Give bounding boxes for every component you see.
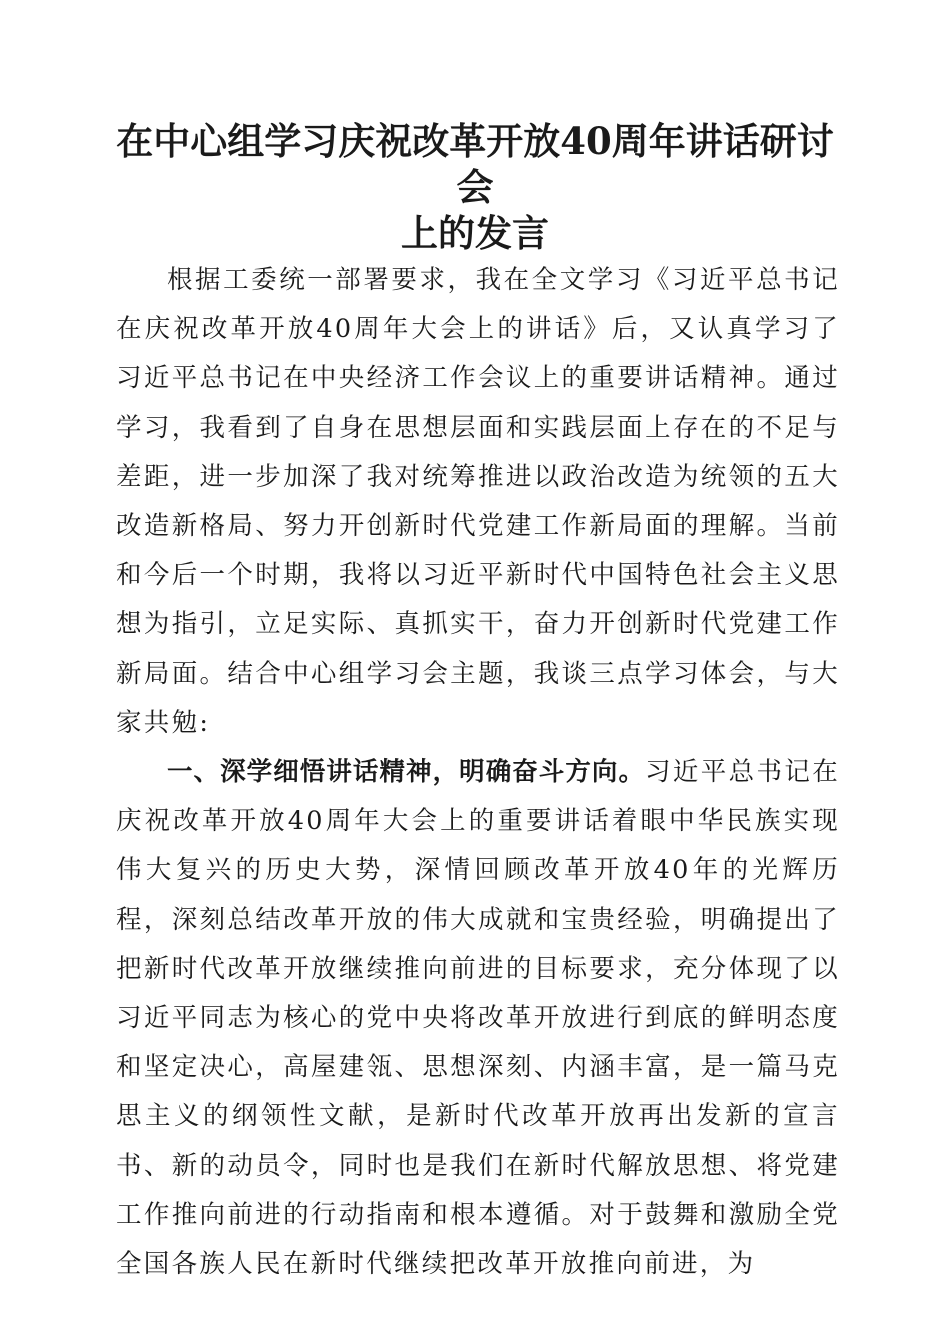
- paragraph-1: 根据工委统一部署要求，我在全文学习《习近平总书记在庆祝改革开放40周年大会上的讲话》后，又认真学习了习近平总书记在中央经济工作会议上的重要讲话精神。通过学习，我看到了自身在思想层面和实践层面上存在的不足与差距，进一步加深了我对统筹推进以政治改造为统领的五大改造新格局、努力开创新时代党建工作新局面的理解。当前和今后一个时期，我将以习近平新时代中国特色社会主义思想为指引，立足实际、真抓实干，奋力开创新时代党建工作新局面。结合中心组学习会主题，我谈三点学习体会，与大家共勉:: [116, 265, 840, 738]
- paragraph-2: [116, 748, 840, 1289]
- document-title: [100, 118, 850, 256]
- section-heading-1: 一、深学细悟讲话精神，明确奋斗方向。: [167, 757, 646, 788]
- title-line-1: 在中心组学习庆祝改革开放40周年讲话研讨会: [116, 119, 834, 209]
- title-line-2: 上的发言: [401, 211, 549, 255]
- document-body: [116, 256, 840, 1289]
- paragraph-2-text: 习近平总书记在庆祝改革开放40周年大会上的重要讲话着眼中华民族实现伟大复兴的历史大势，深情回顾改革开放40年的光辉历程，深刻总结改革开放的伟大成就和宝贵经验，明确提出了把新时代改革开放继续推向前进的目标要求，充分体现了以习近平同志为核心的党中央将改革开放进行到底的鲜明态度和坚定决心，高屋建瓴、思想深刻、内涵丰富，是一篇马克思主义的纲领性文献，是新时代改革开放再出发新的宣言书、新的动员令，同时也是我们在新时代解放思想、将党建工作推向前进的行动指南和根本遵循。对于鼓舞和激励全党全国各族人民在新时代继续把改革开放推向前进，为: [116, 757, 840, 1280]
